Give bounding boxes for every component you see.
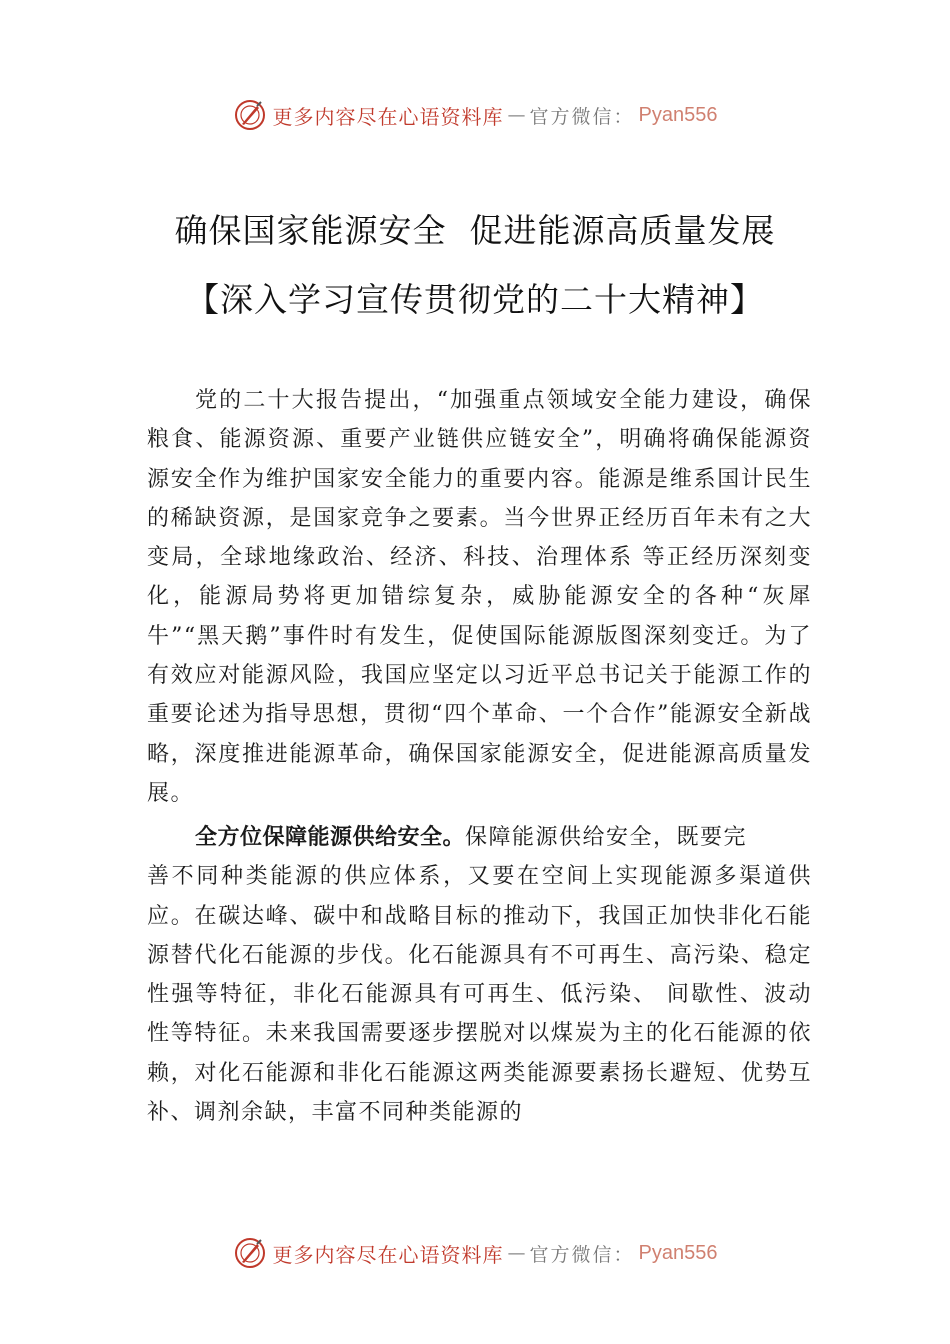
watermark-site-text: 更多内容尽在心语资料库: [272, 104, 504, 129]
quill-seal-icon: [233, 98, 267, 132]
paragraph-rest-text: 善不同种类能源的供应体系，又要在空间上实现能源多渠道供应。在碳达峰、碳中和战略目标的推动下，我国正加快非化石能源替代化石能源的步伐。化石能源具有不可再生、高污染、稳定性强等特征，非化石能源具有可再生、低污染、 间歇性、波动性等特征。未来我国需要逐步摆脱对以煤炭为主的化石能源的依赖，对化石能源和非化石能源这两类能源要素扬长避短、优势互补、调剂余缺，丰富不同种类能源的: [147, 864, 812, 1126]
watermark-dash: —: [507, 1242, 526, 1264]
watermark-site-text: 更多内容尽在心语资料库: [272, 1242, 504, 1267]
paragraph-first-text: 保障能源供给安全，既要完: [465, 825, 748, 850]
footer-watermark: [0, 1233, 950, 1273]
watermark-wechat-id: Pyan556: [638, 103, 718, 126]
paragraph-supply-security: [147, 818, 812, 1132]
quill-seal-icon: [233, 1236, 267, 1270]
watermark-wechat-label: 官方微信：: [529, 1243, 635, 1266]
watermark-wechat-id: Pyan556: [638, 1241, 718, 1264]
paragraph-first-line: [147, 818, 812, 857]
watermark-wechat-label: 官方微信：: [529, 105, 635, 128]
paragraph-lead-heading: 全方位保障能源供给安全。: [195, 825, 466, 850]
paragraph-intro: 党的二十大报告提出，“加强重点领域安全能力建设，确保粮食、能源资源、重要产业链供应链安全”，明确将确保能源资源安全作为维护国家安全能力的重要内容。能源是维系国计民生的稀缺资源，是国家竞争之要素。当今世界正经历百年未有之大变局，全球地缘政治、经济、科技、治理体系 等正经历深刻变化，能源局势将更加错综复杂，威胁能源安全的各种“灰犀牛”“黑天鹅”事件时有发生，促使国际能源版图深刻变迁。为了有效应对能源风险，我国应坚定以习近平总书记关于能源工作的重要论述为指导思想，贯彻“四个革命、一个合作”能源安全新战略，深度推进能源革命，确保国家能源安全，促进能源高质量发展。: [147, 388, 812, 806]
header-watermark: [0, 95, 950, 135]
document-subtitle: 【深入学习宣传贯彻党的二十大精神】: [186, 280, 764, 319]
document-title: 确保国家能源安全 促进能源高质量发展: [174, 211, 776, 250]
watermark-dash: —: [507, 104, 526, 126]
